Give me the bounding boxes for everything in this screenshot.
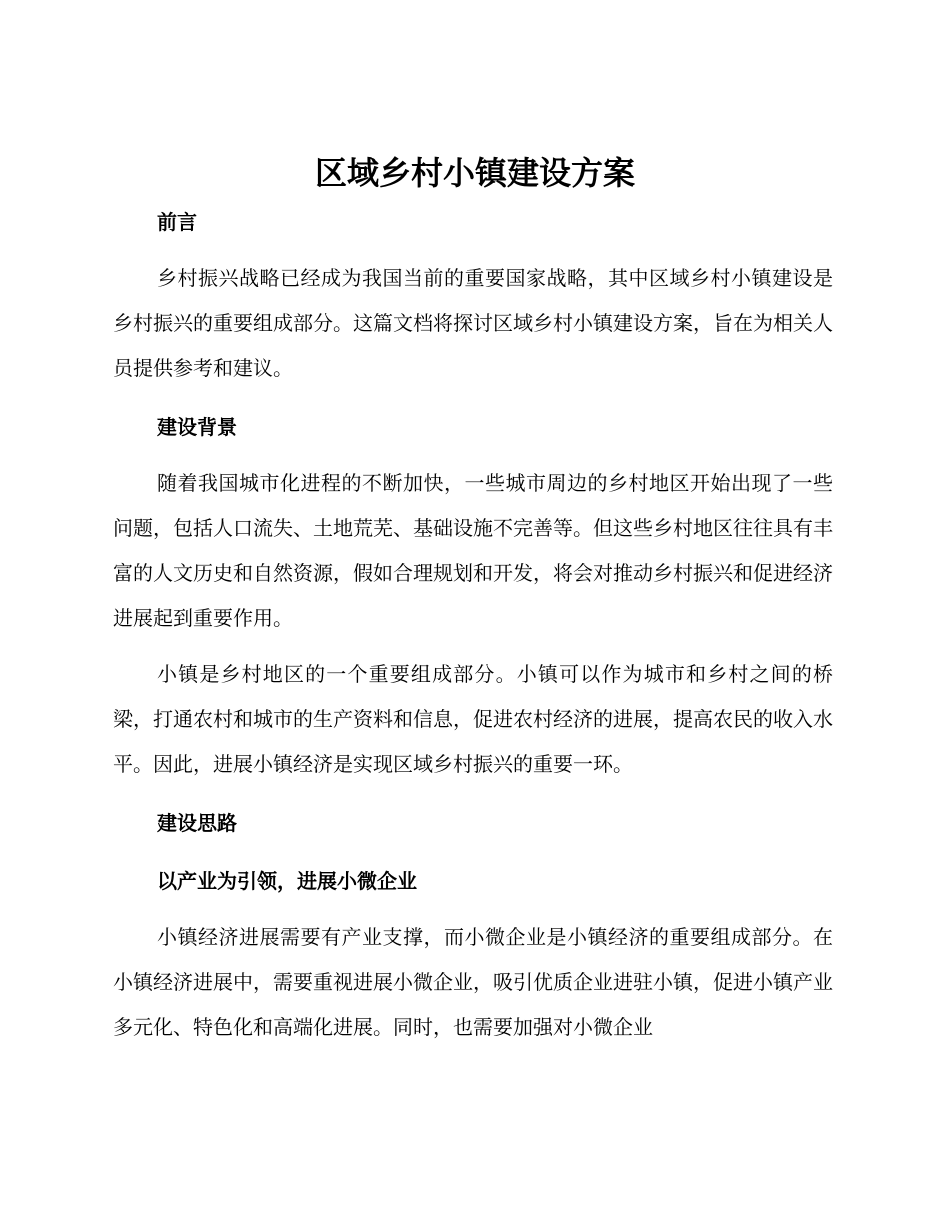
subsection-heading-industry: 以产业为引领，进展小微企业 [157,869,417,893]
section-heading-background: 建设背景 [157,415,237,439]
section-heading-approach: 建设思路 [157,811,237,835]
paragraph-preface: 乡村振兴战略已经成为我国当前的重要国家战略，其中区域乡村小镇建设是乡村振兴的重要组成部分。这篇文档将探讨区域乡村小镇建设方案，旨在为相关人员提供参考和建议。 [113,266,833,380]
paragraph-background-2: 小镇是乡村地区的一个重要组成部分。小镇可以作为城市和乡村之间的桥梁，打通农村和城市的生产资料和信息，促进农村经济的进展，提高农民的收入水平。因此，进展小镇经济是实现区域乡村振兴的重要一环。 [113,662,833,776]
section-heading-preface: 前言 [157,210,197,234]
paragraph-industry: 小镇经济进展需要有产业支撑，而小微企业是小镇经济的重要组成部分。在小镇经济进展中，需要重视进展小微企业，吸引优质企业进驻小镇，促进小镇产业多元化、特色化和高端化进展。同时，也需要加强对小微企业 [113,925,833,1039]
document-title: 区域乡村小镇建设方案 [314,154,635,192]
paragraph-background-1: 随着我国城市化进程的不断加快，一些城市周边的乡村地区开始出现了一些问题，包括人口流失、土地荒芜、基础设施不完善等。但这些乡村地区往往具有丰富的人文历史和自然资源，假如合理规划和开发，将会对推动乡村振兴和促进经济进展起到重要作用。 [113,471,833,630]
